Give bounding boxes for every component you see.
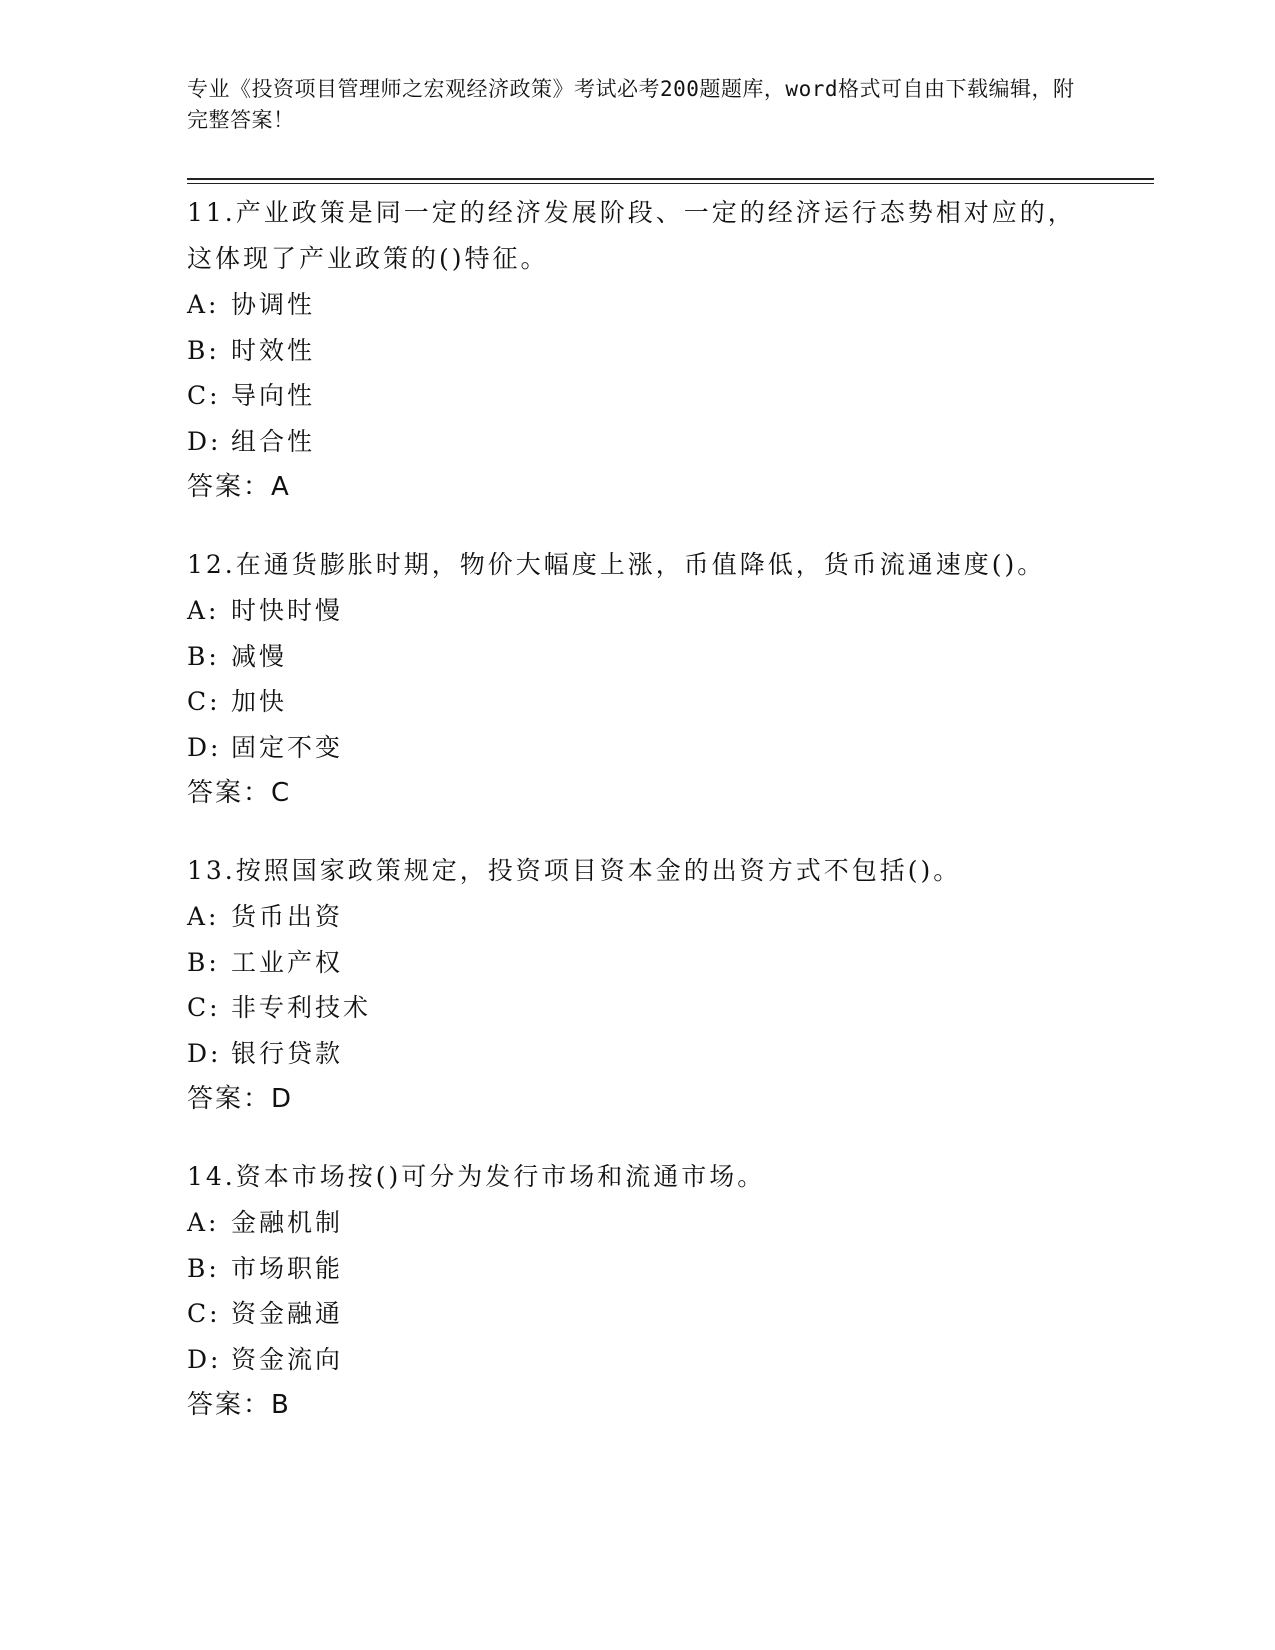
option-letter: C: bbox=[187, 993, 221, 1022]
option-b bbox=[187, 634, 1087, 680]
option-letter: D: bbox=[187, 1344, 222, 1374]
header-divider-thin bbox=[187, 183, 1154, 184]
option-letter: D: bbox=[187, 426, 222, 456]
option-letter: D: bbox=[187, 732, 222, 762]
option-c bbox=[187, 679, 1087, 725]
answer-line: 答案：D bbox=[187, 1084, 294, 1114]
question-item bbox=[187, 1154, 1087, 1428]
question-stem: 14.资本市场按()可分为发行市场和流通市场。 bbox=[187, 1162, 766, 1191]
option-letter: B: bbox=[187, 641, 220, 671]
option-text: 工业产权 bbox=[231, 947, 344, 977]
question-stem: 11.产业政策是同一定的经济发展阶段、一定的经济运行态势相对应的，这体现了产业政策的()特征。 bbox=[187, 198, 1076, 273]
option-b bbox=[187, 328, 1087, 374]
question-item bbox=[187, 542, 1087, 816]
question-item bbox=[187, 190, 1087, 510]
option-letter: A: bbox=[187, 1208, 220, 1237]
option-letter: B: bbox=[187, 947, 220, 977]
option-b bbox=[187, 1246, 1087, 1292]
option-text: 时效性 bbox=[231, 335, 316, 365]
answer-line: 答案：C bbox=[187, 778, 292, 808]
question-stem: 12.在通货膨胀时期，物价大幅度上涨，币值降低，货币流通速度()。 bbox=[187, 550, 1046, 579]
option-letter: C: bbox=[187, 687, 221, 716]
header-divider-thick bbox=[187, 178, 1154, 180]
question-item bbox=[187, 848, 1087, 1122]
question-stem: 13.按照国家政策规定，投资项目资本金的出资方式不包括()。 bbox=[187, 856, 962, 885]
option-letter: A: bbox=[187, 596, 220, 625]
document-intro: 专业《投资项目管理师之宏观经济政策》考试必考200题题库，word格式可自由下载编辑，附完整答案！ bbox=[187, 77, 1075, 132]
option-letter: A: bbox=[187, 902, 220, 931]
option-a bbox=[187, 282, 1087, 328]
option-d bbox=[187, 1337, 1087, 1383]
option-b bbox=[187, 940, 1087, 986]
option-text: 货币出资 bbox=[231, 902, 344, 931]
answer-line: 答案：A bbox=[187, 472, 291, 502]
option-letter: A: bbox=[187, 290, 220, 319]
question-list bbox=[187, 190, 1087, 1460]
option-text: 非专利技术 bbox=[231, 993, 372, 1022]
option-letter: D: bbox=[187, 1038, 222, 1068]
option-text: 加快 bbox=[231, 687, 288, 716]
option-d bbox=[187, 725, 1087, 771]
option-text: 金融机制 bbox=[231, 1208, 344, 1237]
option-text: 市场职能 bbox=[231, 1253, 344, 1283]
option-d bbox=[187, 419, 1087, 465]
option-text: 资金融通 bbox=[231, 1299, 344, 1328]
answer-line: 答案：B bbox=[187, 1390, 291, 1420]
option-c bbox=[187, 985, 1087, 1031]
option-text: 协调性 bbox=[231, 290, 316, 319]
option-text: 固定不变 bbox=[231, 732, 344, 762]
option-text: 组合性 bbox=[231, 426, 316, 456]
option-text: 银行贷款 bbox=[231, 1038, 344, 1068]
option-d bbox=[187, 1031, 1087, 1077]
option-c bbox=[187, 373, 1087, 419]
option-letter: C: bbox=[187, 1299, 221, 1328]
option-letter: B: bbox=[187, 335, 220, 365]
option-a bbox=[187, 894, 1087, 940]
option-text: 导向性 bbox=[231, 381, 316, 410]
option-letter: C: bbox=[187, 381, 221, 410]
option-text: 时快时慢 bbox=[231, 596, 344, 625]
option-letter: B: bbox=[187, 1253, 220, 1283]
option-text: 资金流向 bbox=[231, 1344, 344, 1374]
option-c bbox=[187, 1291, 1087, 1337]
option-a bbox=[187, 588, 1087, 634]
option-text: 减慢 bbox=[231, 641, 288, 671]
option-a bbox=[187, 1200, 1087, 1246]
